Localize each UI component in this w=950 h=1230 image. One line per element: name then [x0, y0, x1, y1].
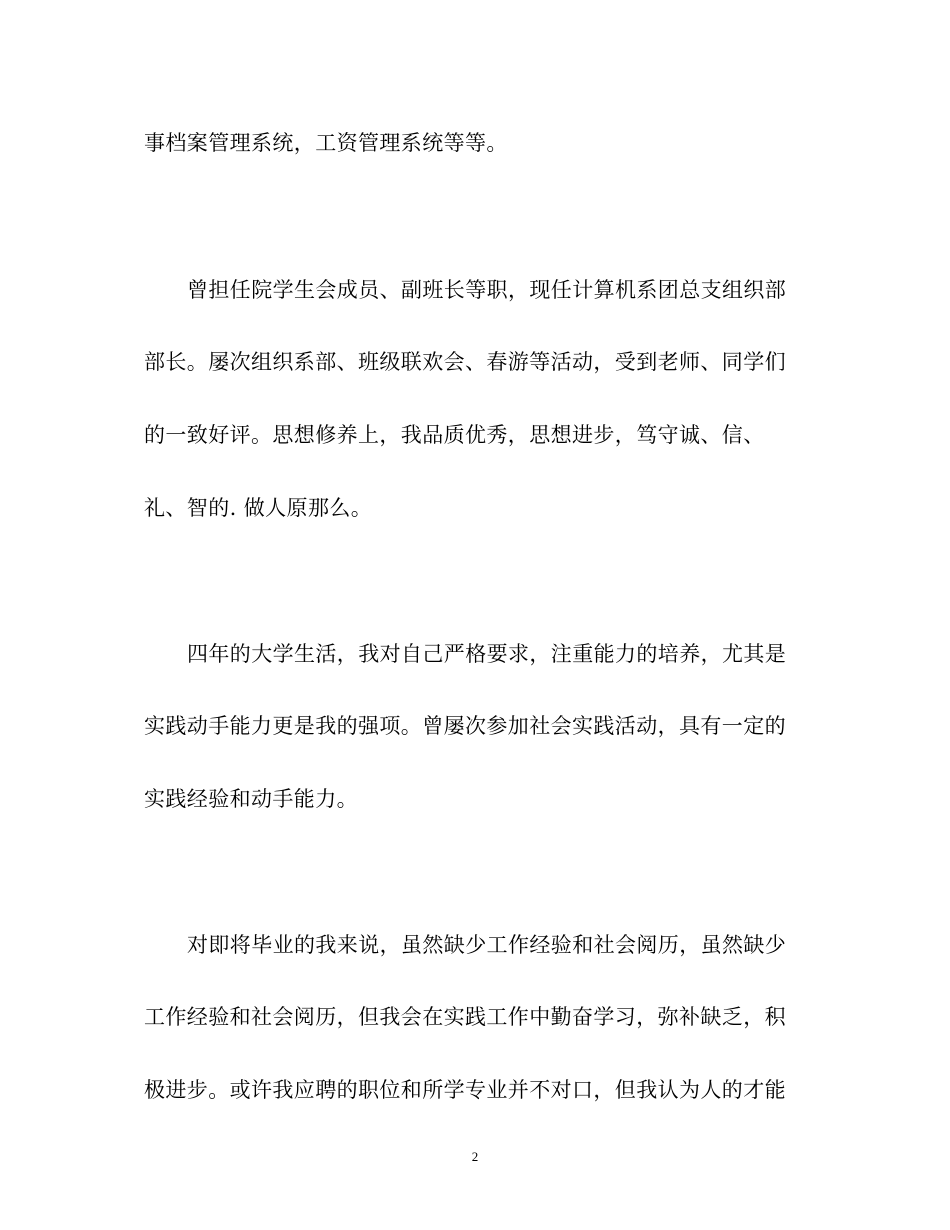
- page-number: 2: [471, 1149, 479, 1164]
- paragraph-line: 实践动手能力更是我的强项。曾屡次参加社会实践活动，具有一定的: [144, 714, 786, 738]
- paragraph-line: 对即将毕业的我来说，虽然缺少工作经验和社会阅历，虽然缺少: [187, 933, 787, 957]
- paragraph-line: 实践经验和动手能力。: [144, 787, 358, 811]
- paragraph-line: 部长。屡次组织系部、班级联欢会、春游等活动，受到老师、同学们: [144, 350, 786, 374]
- paragraph-line: 的一致好评。思想修养上，我品质优秀，思想进步，笃守诚、信、: [144, 423, 765, 447]
- paragraph-line: 曾担任院学生会成员、副班长等职，现任计算机系团总支组织部: [187, 278, 787, 302]
- paragraph-line: 工作经验和社会阅历，但我会在实践工作中勤奋学习，弥补缺乏，积: [144, 1005, 786, 1029]
- paragraph-line: 事档案管理系统，工资管理系统等等。: [144, 131, 508, 155]
- paragraph-line: 礼、智的. 做人原那么。: [144, 496, 373, 520]
- paragraph-line: 四年的大学生活，我对自己严格要求，注重能力的培养，尤其是: [187, 642, 787, 666]
- paragraph-line: 极进步。或许我应聘的职位和所学专业并不对口，但我认为人的才能: [144, 1078, 786, 1102]
